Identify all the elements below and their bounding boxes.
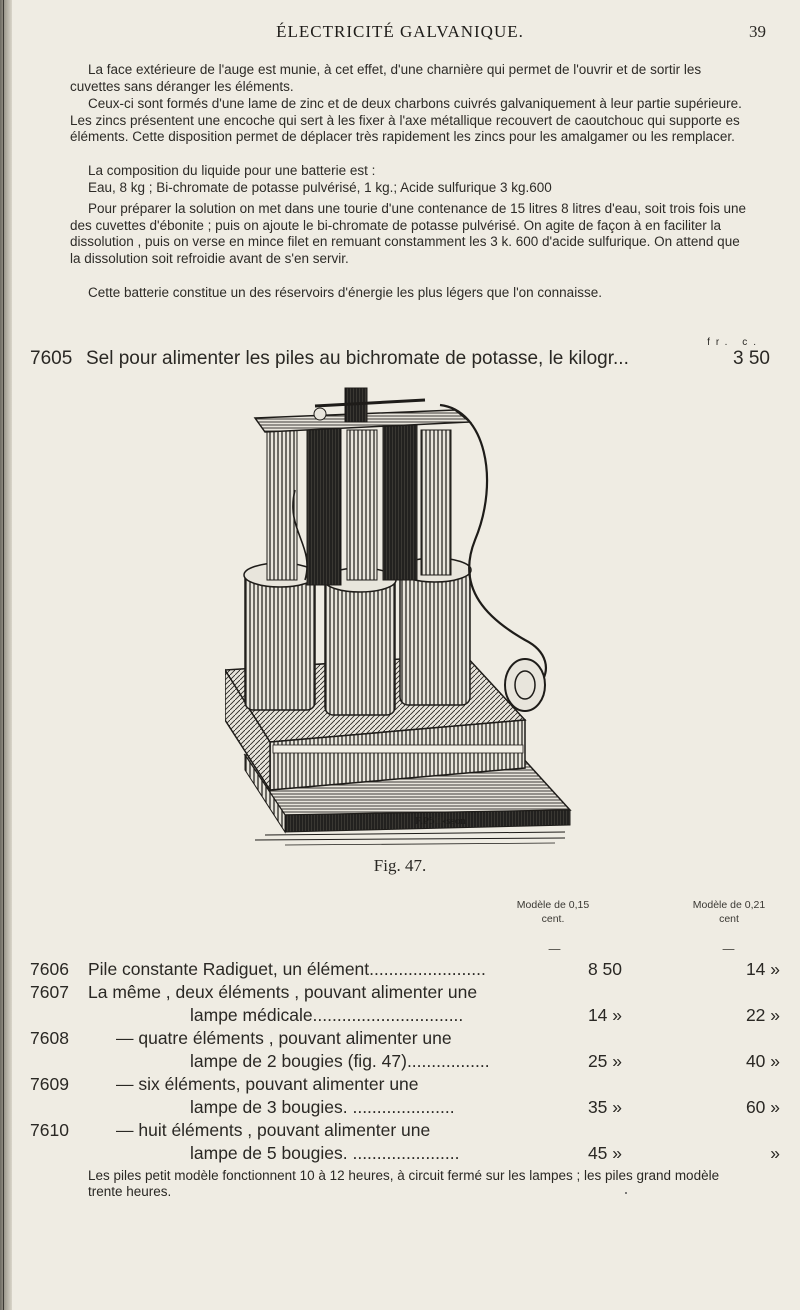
figure-caption: Fig. 47. <box>373 856 427 875</box>
row-description-line: — six éléments, pouvant alimenter une <box>116 1074 419 1094</box>
row-number: 7608 <box>30 1028 69 1048</box>
row-number: 7609 <box>30 1074 69 1094</box>
price-large-model: » <box>770 1143 780 1163</box>
item-number: 7605 <box>30 348 73 369</box>
price-small-model: 35 » <box>587 1097 622 1117</box>
table-row-7606 <box>30 959 780 981</box>
table-row-7609 <box>30 1074 780 1096</box>
item-description: Sel pour alimenter les piles au bichromate de potasse, le kilogr... <box>86 348 629 369</box>
battery-engraving <box>225 370 575 848</box>
running-header: ÉLECTRICITÉ GALVANIQUE. <box>276 22 524 41</box>
table-row-7609-cont <box>30 1097 780 1119</box>
column-header-model-large: Modèle de 0,21 cent <box>692 899 766 925</box>
price-large-model: 60 » <box>745 1097 780 1117</box>
paragraph-conclusion: Cette batterie constitue un des réservoirs d'énergie les plus légers que l'on connaisse. <box>88 285 602 300</box>
row-number: 7610 <box>30 1120 69 1140</box>
price-large-model: 14 » <box>745 959 780 979</box>
table-row-7610 <box>30 1120 780 1142</box>
currency-unit-header: fr. c. <box>707 337 762 348</box>
item-price: 3 50 <box>733 348 770 369</box>
price-small-model: 14 » <box>587 1005 622 1025</box>
row-description-line: — huit éléments , pouvant alimenter une <box>116 1120 431 1140</box>
row-number: 7606 <box>30 959 69 979</box>
row-number: 7607 <box>30 982 69 1002</box>
row-description-line: La même , deux éléments , pouvant alimenter une <box>88 982 478 1002</box>
paragraph-recipe: Eau, 8 kg ; Bi-chromate de potasse pulvérisé, 1 kg.; Acide sulfurique 3 kg.600 <box>88 180 552 195</box>
column-dash-small: — <box>548 942 561 957</box>
footnote: Les piles petit modèle fonctionnent 10 à 12 heures, à circuit fermé sur les lampes ; les piles grand modèle trente heures. <box>88 1168 720 1199</box>
row-description-line: lampe de 5 bougies. ...................... <box>190 1143 460 1163</box>
book-spine-shadow <box>0 0 12 1310</box>
ebonite-cells <box>244 558 471 715</box>
table-row-7607-cont <box>30 1005 780 1027</box>
column-dash-large: — <box>722 942 735 957</box>
row-description-line: Pile constante Radiguet, un élément........................ <box>88 959 486 979</box>
paper-speck <box>625 1192 627 1194</box>
price-large-model: 40 » <box>745 1051 780 1071</box>
row-description-line: — quatre éléments , pouvant alimenter une <box>116 1028 452 1048</box>
price-small-model: 8 50 <box>587 959 622 979</box>
row-description-line: lampe médicale............................... <box>190 1005 464 1025</box>
ground-hatching <box>255 832 565 845</box>
price-large-model: 22 » <box>745 1005 780 1025</box>
engraver-signature: F.Pöliksson <box>415 815 466 827</box>
row-description-line: lampe de 2 bougies (fig. 47)................. <box>190 1051 490 1071</box>
table-row-7608 <box>30 1028 780 1050</box>
table-row-7607 <box>30 982 780 1004</box>
row-description-line: lampe de 3 bougies. ..................... <box>190 1097 455 1117</box>
table-row-7608-cont <box>30 1051 780 1073</box>
paragraph-elements: Ceux-ci sont formés d'une lame de zinc et de deux charbons cuivrés galvaniquement à leur partie supérieure. Les zincs présentent une encoche qui sert à les fixer à l'axe métallique recouvert de caoutchouc qui supporte es éléments. Cette disposition permet de déplacer très rapidement les zincs pour les amalgamer ou les remplacer. <box>70 96 742 145</box>
lifting-crossbar <box>255 388 470 432</box>
paragraph-hinge: La face extérieure de l'auge est munie, à cet effet, d'une charnière qui permet de l'ouvrir et de sortir les cuvettes sans déranger les éléments. <box>70 62 702 94</box>
column-header-model-small: Modèle de 0,15 cent. <box>516 899 590 925</box>
paragraph-composition: La composition du liquide pour une batterie est : <box>88 163 376 178</box>
price-small-model: 45 » <box>587 1143 622 1163</box>
page-number: 39 <box>749 22 766 41</box>
price-small-model: 25 » <box>587 1051 622 1071</box>
terminal-coil <box>505 659 545 711</box>
table-row-7610-cont <box>30 1143 780 1165</box>
zinc-carbon-plates <box>267 425 451 585</box>
paragraph-preparation: Pour préparer la solution on met dans une tourie d'une contenance de 15 litres 8 litres d'eau, soit trois fois une des cuvettes d'ébonite ; puis on ajoute le bi-chromate de potasse pulvérisé. On agite de façon à en faciliter la dissolution , puis on verse en mince filet en remuant constamment les 3 k. 600 d'acide sulfurique. On attend que la dissolution soit refroidie avant de s'en servir. <box>70 201 747 266</box>
